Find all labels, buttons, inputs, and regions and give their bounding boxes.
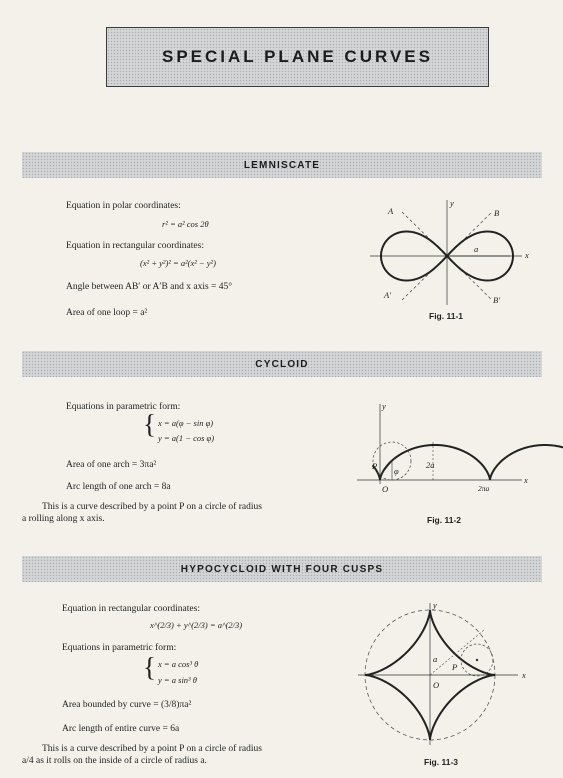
hypocycloid-area: Area bounded by curve = (3/8)πa² <box>62 700 192 710</box>
label-a: A <box>388 206 394 216</box>
label-b: B <box>494 208 500 218</box>
hypocycloid-param-label: Equations in parametric form: <box>62 643 177 653</box>
label-b-prime: B′ <box>493 295 501 305</box>
figure-caption-11-1: Fig. 11-1 <box>429 311 464 321</box>
lemniscate-polar-label: Equation in polar coordinates: <box>66 201 181 211</box>
radius-to-point <box>380 461 392 476</box>
rolling-circle-center <box>476 659 478 661</box>
cycloid-description-line-2: a rolling along x axis. <box>22 514 105 524</box>
hypocycloid-equation-y: y = a sin³ θ <box>158 675 197 685</box>
cycloid-brace: { <box>143 409 156 439</box>
lemniscate-polar-equation: r² = a² cos 2θ <box>162 219 209 229</box>
label-x: x <box>522 670 526 680</box>
label-y: y <box>382 401 386 411</box>
page-title: SPECIAL PLANE CURVES <box>106 27 489 87</box>
hypocycloid-description-line-1: This is a curve described by a point P on a circle of radius <box>42 744 262 754</box>
hypocycloid-rect-label: Equation in rectangular coordinates: <box>62 604 200 614</box>
lemniscate-rect-label: Equation in rectangular coordinates: <box>66 241 204 251</box>
label-2a: 2a <box>426 460 435 470</box>
label-y: y <box>433 600 437 610</box>
hypocycloid-description-line-2: a/4 as it rolls on the inside of a circle of radius a. <box>22 756 207 766</box>
label-x: x <box>525 250 529 260</box>
label-a-prime: A′ <box>384 290 392 300</box>
lemniscate-angle: Angle between AB′ or A′B and x axis = 45° <box>66 282 233 292</box>
hypocycloid-arc-length: Arc length of entire curve = 6a <box>62 724 180 734</box>
label-point-p: P <box>372 461 378 471</box>
cycloid-figure <box>355 400 535 500</box>
lemniscate-figure <box>370 190 535 320</box>
label-origin: O <box>433 680 440 690</box>
lemniscate-area: Area of one loop = a² <box>66 308 148 318</box>
label-x: x <box>524 475 528 485</box>
label-2pi-a: 2πa <box>478 484 490 493</box>
figure-caption-11-3: Fig. 11-3 <box>424 757 459 767</box>
cycloid-arc-length: Arc length of one arch = 8a <box>66 482 171 492</box>
hypocycloid-equation-x: x = a cos³ θ <box>158 659 199 669</box>
figure-caption-11-2: Fig. 11-2 <box>427 515 462 525</box>
hypocycloid-figure <box>355 598 535 748</box>
section-heading-lemniscate: LEMNISCATE <box>22 152 542 178</box>
hypocycloid-rect-equation-text: x^(2/3) + y^(2/3) = a^(2/3) <box>150 620 243 630</box>
cycloid-description-line-1: This is a curve described by a point P on a circle of radius <box>42 502 262 512</box>
cycloid-equation-x: x = a(φ − sin φ) <box>158 418 214 428</box>
hypocycloid-rect-equation <box>150 620 242 631</box>
label-y: y <box>450 198 454 208</box>
lemniscate-rect-equation: (x² + y²)² = a²(x² − y²) <box>140 258 216 268</box>
cycloid-area: Area of one arch = 3πa² <box>66 460 157 470</box>
hypocycloid-brace: { <box>143 652 156 682</box>
label-phi: φ <box>394 466 399 476</box>
section-heading-hypocycloid: HYPOCYCLOID WITH FOUR CUSPS <box>22 556 542 582</box>
cycloid-equation-y: y = a(1 − cos φ) <box>158 433 215 443</box>
label-radius-a: a <box>433 654 438 664</box>
label-origin: O <box>382 484 389 494</box>
cycloid-curve <box>373 445 563 480</box>
section-heading-cycloid: CYCLOID <box>22 351 542 377</box>
cycloid-param-label: Equations in parametric form: <box>66 402 181 412</box>
label-radius-a: a <box>474 244 479 254</box>
label-point-p: P <box>452 662 458 672</box>
